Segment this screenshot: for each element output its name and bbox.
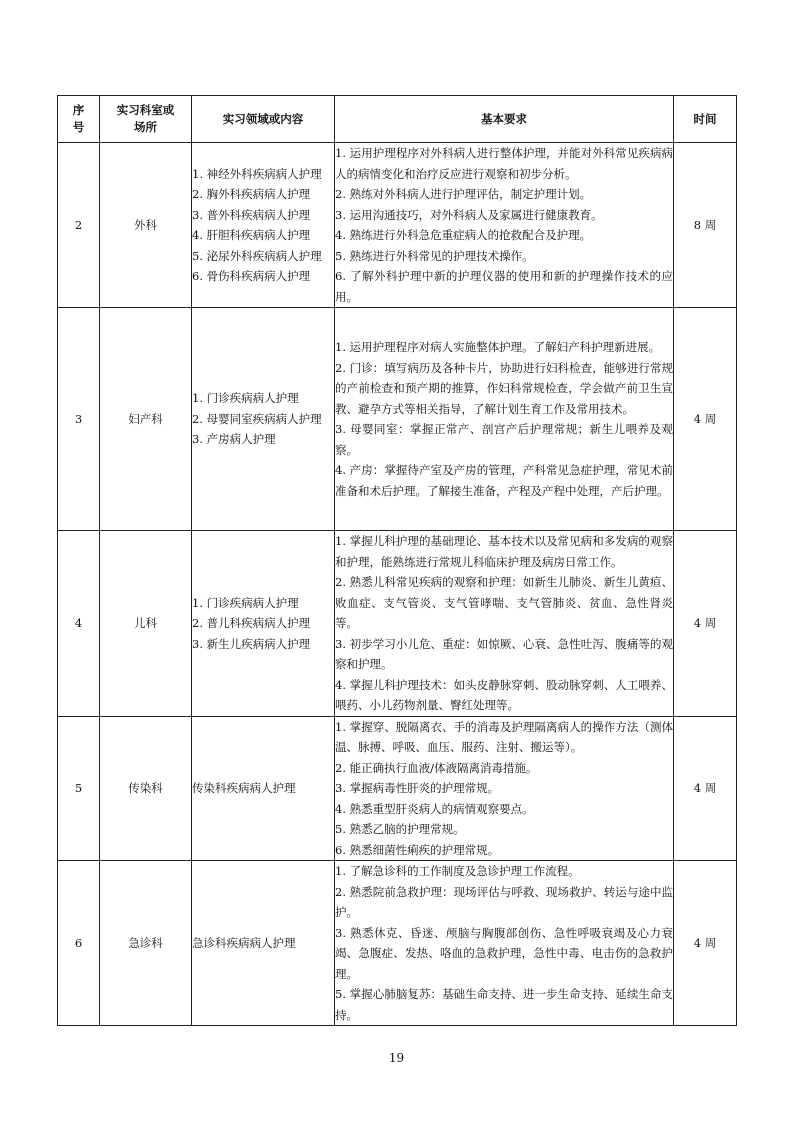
requirement-item: 1. 运用护理程序对外科病人进行整体护理，并能对外科常见疾病病人的病情变化和治疗反应进行观察和初步分析。 [335, 146, 673, 181]
seq-cell: 5 [58, 716, 100, 861]
field-cell [192, 531, 335, 717]
requirement-item: 3. 熟悉休克、昏迷、颅脑与胸腹部创伤、急性呼吸衰竭及心力衰竭、急腹症、发热、咯血的急救护理，急性中毒、电击伤的急救护理。 [335, 925, 673, 981]
field-item: 4. 肝胆科疾病病人护理 [192, 228, 311, 242]
header-field: 实习领域或内容 [192, 96, 335, 143]
requirement-cell [335, 143, 674, 308]
requirement-item: 2. 熟练对外科病人进行护理评估，制定护理计划。 [335, 187, 592, 201]
requirement-cell [335, 531, 674, 717]
dept-cell: 外科 [100, 143, 192, 308]
table-row [58, 861, 737, 1026]
internship-table [57, 95, 737, 1026]
requirement-item: 3. 母婴同室：掌握正常产、剖宫产后护理常规；新生儿喂养及观察。 [335, 422, 673, 457]
time-cell: 4 周 [674, 308, 737, 531]
time-cell: 4 周 [674, 861, 737, 1026]
field-item: 3. 普外科疾病病人护理 [192, 207, 311, 222]
header-requirement: 基本要求 [335, 96, 674, 143]
field-item: 1. 神经外科疾病病人护理 [192, 166, 322, 181]
requirement-item: 5. 掌握心肺脑复苏：基础生命支持、进一步生命支持、延续生命支持。 [335, 987, 673, 1022]
requirement-cell [335, 308, 674, 531]
field-item: 1. 门诊疾病病人护理 [192, 391, 299, 406]
time-cell: 4 周 [674, 531, 737, 717]
dept-cell: 传染科 [100, 716, 192, 861]
seq-cell: 6 [58, 861, 100, 1026]
requirement-item: 3. 掌握病毒性肝炎的护理常规。 [335, 781, 500, 795]
field-item: 2. 母婴同室疾病病人护理 [192, 411, 322, 426]
table-row [58, 531, 737, 717]
field-cell [192, 861, 335, 1026]
requirement-item: 1. 掌握儿科护理的基础理论、基本技术以及常见病和多发病的观察和护理，能熟练进行常规儿科临床护理及病房日常工作。 [335, 534, 673, 569]
requirement-item: 1. 了解急诊科的工作制度及急诊护理工作流程。 [335, 864, 580, 878]
time-cell: 8 周 [674, 143, 737, 308]
requirement-item: 4. 熟练进行外科急危重症病人的抢救配合及护理。 [335, 228, 592, 242]
time-cell: 4 周 [674, 716, 737, 861]
field-item: 2. 胸外科疾病病人护理 [192, 187, 311, 201]
requirement-item: 1. 运用护理程序对病人实施整体护理。了解妇产科护理新进展。 [335, 340, 661, 354]
requirement-item: 1. 掌握穿、脱隔离衣、手的消毒及护理隔离病人的操作方法（测体温、脉搏、呼吸、血压、服药、注射、搬运等）。 [335, 719, 673, 754]
seq-cell: 4 [58, 531, 100, 717]
requirement-cell [335, 861, 674, 1026]
dept-cell: 妇产科 [100, 308, 192, 531]
requirement-item: 5. 熟悉乙脑的护理常规。 [335, 822, 465, 836]
requirement-cell [335, 716, 674, 861]
field-item: 6. 骨伤科疾病病人护理 [192, 269, 311, 283]
field-cell [192, 308, 335, 531]
dept-cell: 急诊科 [100, 861, 192, 1026]
requirement-item: 2. 熟悉院前急救护理：现场评估与呼救、现场救护、转运与途中监护。 [335, 884, 673, 919]
field-item: 急诊科疾病病人护理 [192, 935, 296, 950]
header-row [58, 96, 737, 143]
dept-cell: 儿科 [100, 531, 192, 717]
requirement-item: 2. 门诊：填写病历及各种卡片，协助进行妇科检查，能够进行常规的产前检查和预产期的推算，作妇科常规检查，学会做产前卫生宣教、避孕方式等相关指导，了解计划生育工作及常用技术。 [335, 360, 673, 416]
field-item: 3. 产房病人护理 [192, 432, 276, 447]
seq-cell: 3 [58, 308, 100, 531]
requirement-item: 4. 掌握儿科护理技术：如头皮静脉穿刺、股动脉穿刺、人工喂养、喂药、小儿药物剂量、臀红处理等。 [335, 677, 673, 712]
requirement-item: 2. 能正确执行血液/体液隔离消毒措施。 [335, 760, 538, 775]
table-row [58, 143, 737, 308]
requirement-item: 3. 初步学习小儿危、重症：如惊厥、心衰、急性吐泻、腹痛等的观察和护理。 [335, 636, 673, 671]
seq-cell: 2 [58, 143, 100, 308]
table-row [58, 716, 737, 861]
field-cell [192, 143, 335, 308]
page-number: 19 [388, 1051, 405, 1065]
requirement-item: 2. 熟悉儿科常见疾病的观察和护理：如新生儿肺炎、新生儿黄疸、败血症、支气管炎、支气管哮喘、支气管肺炎、贫血、急性肾炎等。 [335, 575, 673, 630]
requirement-item: 6. 熟悉细菌性痢疾的护理常规。 [335, 842, 500, 857]
field-item: 5. 泌尿外科疾病病人护理 [192, 248, 322, 263]
requirement-item: 4. 熟悉重型肝炎病人的病情观察要点。 [335, 801, 534, 816]
requirement-item: 3. 运用沟通技巧，对外科病人及家属进行健康教育。 [335, 207, 603, 222]
field-item: 1. 门诊疾病病人护理 [192, 595, 299, 610]
header-seq: 序号 [58, 96, 100, 143]
field-cell [192, 716, 335, 861]
field-item: 2. 普儿科疾病病人护理 [192, 616, 311, 630]
requirement-item: 4. 产房：掌握待产室及产房的管理，产科常见急症护理，常见术前准备和术后护理。了解接生准备，产程及产程中处理，产后护理。 [335, 463, 673, 498]
requirement-item: 5. 熟练进行外科常见的护理技术操作。 [335, 248, 534, 263]
field-item: 传染科疾病病人护理 [192, 781, 296, 795]
table-row [58, 308, 737, 531]
header-dept: 实习科室或场所 [100, 96, 192, 143]
requirement-item: 6. 了解外科护理中新的护理仪器的使用和新的护理操作技术的应用。 [335, 269, 673, 304]
header-time: 时间 [674, 96, 737, 143]
field-item: 3. 新生儿疾病病人护理 [192, 636, 311, 651]
